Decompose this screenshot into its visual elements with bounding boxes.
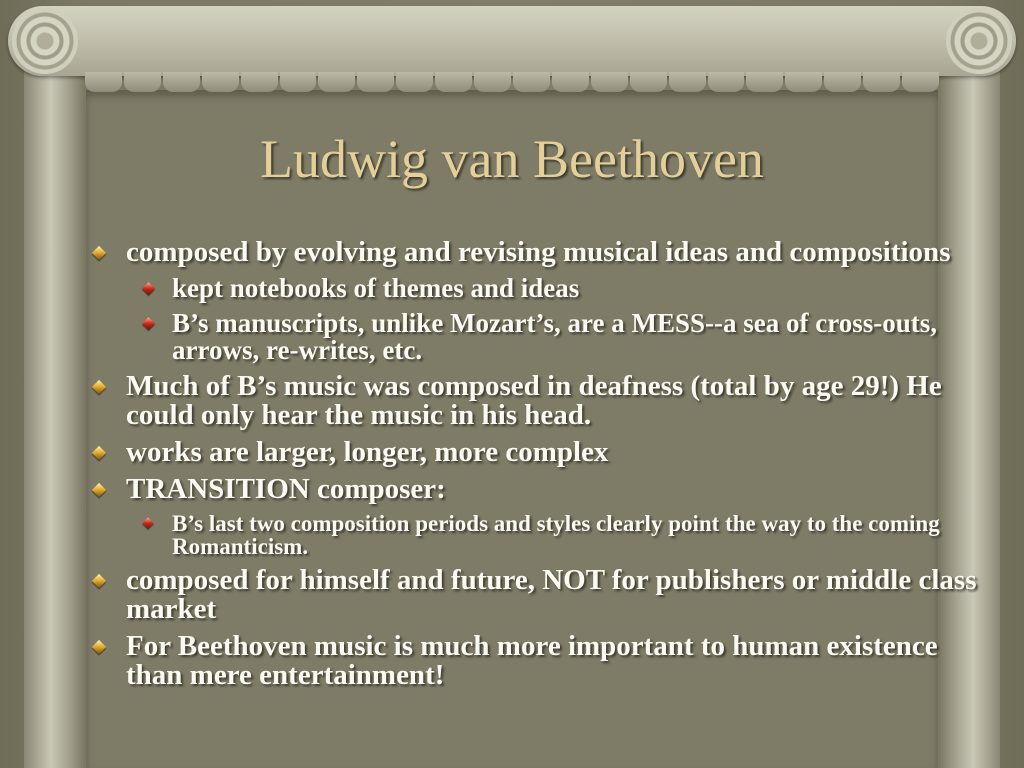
dentil xyxy=(124,72,161,92)
gold-diamond-bullet-icon xyxy=(92,483,106,497)
dentil xyxy=(474,72,511,92)
bullet-text: B’s last two composition periods and styles clearly point the way to the coming Romanticism. xyxy=(172,511,940,559)
bullet-item xyxy=(88,566,984,624)
gold-diamond-bullet-icon xyxy=(92,246,106,260)
column-capital xyxy=(8,6,1016,76)
dentil xyxy=(357,72,394,92)
capital-dentils xyxy=(84,72,940,92)
gold-diamond-bullet-icon xyxy=(92,446,106,460)
dentil xyxy=(708,72,745,92)
volute-scroll-icon xyxy=(12,8,78,74)
dentil xyxy=(513,72,550,92)
bullet-text: TRANSITION composer: xyxy=(126,473,446,505)
sub-bullet-item xyxy=(88,310,984,364)
dentil xyxy=(241,72,278,92)
dentil xyxy=(863,72,900,92)
dentil xyxy=(85,72,122,92)
dentil xyxy=(630,72,667,92)
dentil xyxy=(318,72,355,92)
slide-title: Ludwig van Beethoven xyxy=(260,129,764,189)
bullet-text: composed for himself and future, NOT for publishers or middle class market xyxy=(126,564,977,625)
bullet-item xyxy=(88,632,984,690)
bullet-text: B’s manuscripts, unlike Mozart’s, are a MESS--a sea of cross-outs, arrows, re-writes, etc. xyxy=(172,308,937,365)
gold-diamond-bullet-icon xyxy=(92,380,106,394)
dentil xyxy=(902,72,939,92)
bullet-text: works are larger, longer, more complex xyxy=(126,436,609,468)
bullet-item xyxy=(88,438,984,467)
dentil xyxy=(746,72,783,92)
red-diamond-bullet-icon xyxy=(142,317,155,330)
gold-diamond-bullet-icon xyxy=(92,640,106,654)
bullet-text: composed by evolving and revising musical ideas and compositions xyxy=(126,236,951,268)
bullet-text: kept notebooks of themes and ideas xyxy=(172,273,580,303)
dentil xyxy=(163,72,200,92)
sub-bullet-item xyxy=(88,512,984,558)
bullet-text: For Beethoven music is much more important to human existence than mere entertainment! xyxy=(126,630,938,691)
gold-diamond-bullet-icon xyxy=(92,574,106,588)
red-diamond-bullet-icon xyxy=(142,282,155,295)
dentil xyxy=(396,72,433,92)
bullet-item xyxy=(88,372,984,430)
dentil xyxy=(669,72,706,92)
sub-bullet-item xyxy=(88,275,984,302)
dentil xyxy=(202,72,239,92)
dentil xyxy=(552,72,589,92)
bullet-list xyxy=(88,238,984,698)
dentil xyxy=(591,72,628,92)
dentil xyxy=(435,72,472,92)
bullet-item xyxy=(88,475,984,504)
bullet-item xyxy=(88,238,984,267)
bullet-text: Much of B’s music was composed in deafness (total by age 29!) He could only hear the music in his head. xyxy=(126,370,942,431)
dentil xyxy=(785,72,822,92)
dentil xyxy=(824,72,861,92)
dentil xyxy=(280,72,317,92)
red-diamond-bullet-icon xyxy=(142,517,153,528)
volute-scroll-icon xyxy=(946,8,1012,74)
